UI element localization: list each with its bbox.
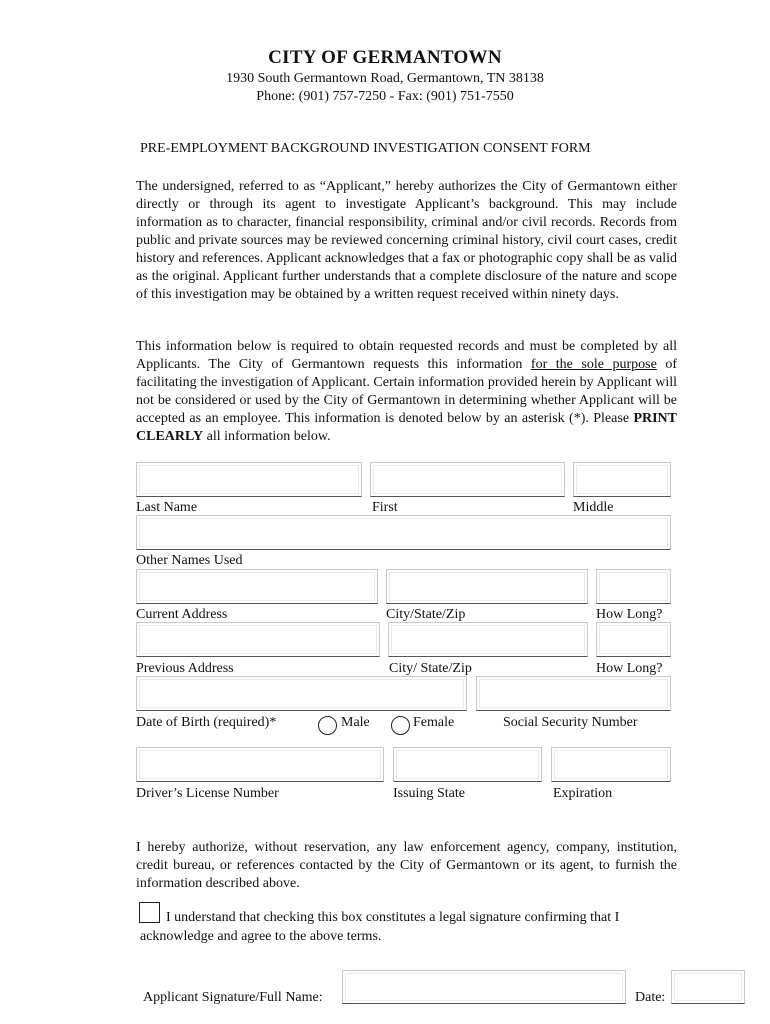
- ssn-field[interactable]: [476, 676, 671, 711]
- previous-city-state-zip-label: City/ State/Zip: [389, 661, 472, 676]
- drivers-license-input[interactable]: [137, 748, 383, 781]
- city-title: CITY OF GERMANTOWN: [268, 47, 502, 68]
- previous-address-field[interactable]: [136, 622, 380, 657]
- info-text-underlined: for the sole purpose: [530, 357, 657, 372]
- male-label: Male: [341, 715, 370, 730]
- current-city-state-zip-input[interactable]: [387, 570, 587, 603]
- other-names-label: Other Names Used: [136, 553, 243, 568]
- date-of-birth-field[interactable]: [136, 676, 467, 711]
- middle-name-field[interactable]: [573, 462, 671, 497]
- previous-address-label: Previous Address: [136, 661, 234, 676]
- info-paragraph: [136, 338, 677, 446]
- intro-paragraph: The undersigned, referred to as “Applicant,” hereby authorizes the City of Germantown either directly or through its agent to investigate Applicant’s background. This may include information as to character, financial responsibility, criminal and/or civil records. Records from public and private sources may be reviewed concerning criminal history, civil court cases, credit history and references. Applicant acknowledges that a fax or photographic copy shall be as valid as the original. Applicant further understands that a complete disclosure of the nature and scope of this investigation may be obtained by a written request received within ninety days.: [136, 179, 677, 302]
- info-text-1: This information below is required to obtain requested records and must be completed by all Applicants. The City of Germantown requests this information: [136, 339, 677, 372]
- drivers-license-label: Driver’s License Number: [136, 786, 279, 801]
- previous-city-state-zip-field[interactable]: [388, 622, 588, 657]
- previous-how-long-input[interactable]: [597, 623, 670, 656]
- female-radio[interactable]: [391, 716, 410, 735]
- city-phone-fax: Phone: (901) 757-7250 - Fax: (901) 751-7550: [256, 89, 514, 104]
- ssn-label: Social Security Number: [503, 715, 638, 730]
- previous-how-long-label: How Long?: [596, 661, 663, 676]
- middle-name-input[interactable]: [574, 463, 670, 496]
- form-title: PRE-EMPLOYMENT BACKGROUND INVESTIGATION CONSENT FORM: [140, 141, 591, 156]
- current-city-state-zip-label: City/State/Zip: [386, 607, 466, 622]
- signature-label: Applicant Signature/Full Name:: [143, 990, 323, 1005]
- info-text-bold: PRINT CLEARLY: [136, 411, 677, 444]
- last-name-field[interactable]: [136, 462, 362, 497]
- current-city-state-zip-field[interactable]: [386, 569, 588, 604]
- other-names-field[interactable]: [136, 515, 671, 550]
- current-address-field[interactable]: [136, 569, 378, 604]
- date-field[interactable]: [671, 970, 745, 1004]
- date-of-birth-label: Date of Birth (required)*: [136, 715, 277, 730]
- issuing-state-field[interactable]: [393, 747, 542, 782]
- issuing-state-label: Issuing State: [393, 786, 465, 801]
- female-label: Female: [413, 715, 455, 730]
- current-how-long-field[interactable]: [596, 569, 671, 604]
- expiration-field[interactable]: [551, 747, 671, 782]
- date-input[interactable]: [672, 971, 744, 1003]
- current-how-long-label: How Long?: [596, 607, 663, 622]
- last-name-label: Last Name: [136, 500, 198, 515]
- drivers-license-field[interactable]: [136, 747, 384, 782]
- date-label: Date:: [635, 990, 666, 1005]
- first-name-input[interactable]: [371, 463, 564, 496]
- current-address-input[interactable]: [137, 570, 377, 603]
- signature-field[interactable]: [342, 970, 626, 1004]
- info-text-3: all information below.: [203, 429, 331, 444]
- city-address: 1930 South Germantown Road, Germantown, TN 38138: [226, 71, 544, 86]
- date-of-birth-input[interactable]: [137, 677, 466, 710]
- previous-how-long-field[interactable]: [596, 622, 671, 657]
- middle-name-label: Middle: [573, 500, 614, 515]
- signature-input[interactable]: [343, 971, 625, 1003]
- current-address-label: Current Address: [136, 607, 228, 622]
- previous-address-input[interactable]: [137, 623, 379, 656]
- expiration-input[interactable]: [552, 748, 670, 781]
- consent-statement: I understand that checking this box constitutes a legal signature confirming that I acknowledge and agree to the above terms.: [140, 910, 620, 944]
- authorization-paragraph: I hereby authorize, without reservation, any law enforcement agency, company, institution, credit bureau, or references contacted by the City of Germantown or its agent, to furnish the information described above.: [136, 840, 677, 891]
- previous-city-state-zip-input[interactable]: [389, 623, 587, 656]
- expiration-label: Expiration: [553, 786, 613, 801]
- other-names-input[interactable]: [137, 516, 670, 549]
- last-name-input[interactable]: [137, 463, 361, 496]
- ssn-input[interactable]: [477, 677, 670, 710]
- first-name-label: First: [372, 500, 398, 515]
- first-name-field[interactable]: [370, 462, 565, 497]
- current-how-long-input[interactable]: [597, 570, 670, 603]
- info-text-2: of facilitating the investigation of Applicant. Certain information provided herein by Applicant will not be considered or used by the City of Germantown in determining whether Applicant will be accepted as an employee. This information is denoted below by an asterisk (*). Please: [136, 357, 677, 426]
- issuing-state-input[interactable]: [394, 748, 541, 781]
- male-radio[interactable]: [318, 716, 337, 735]
